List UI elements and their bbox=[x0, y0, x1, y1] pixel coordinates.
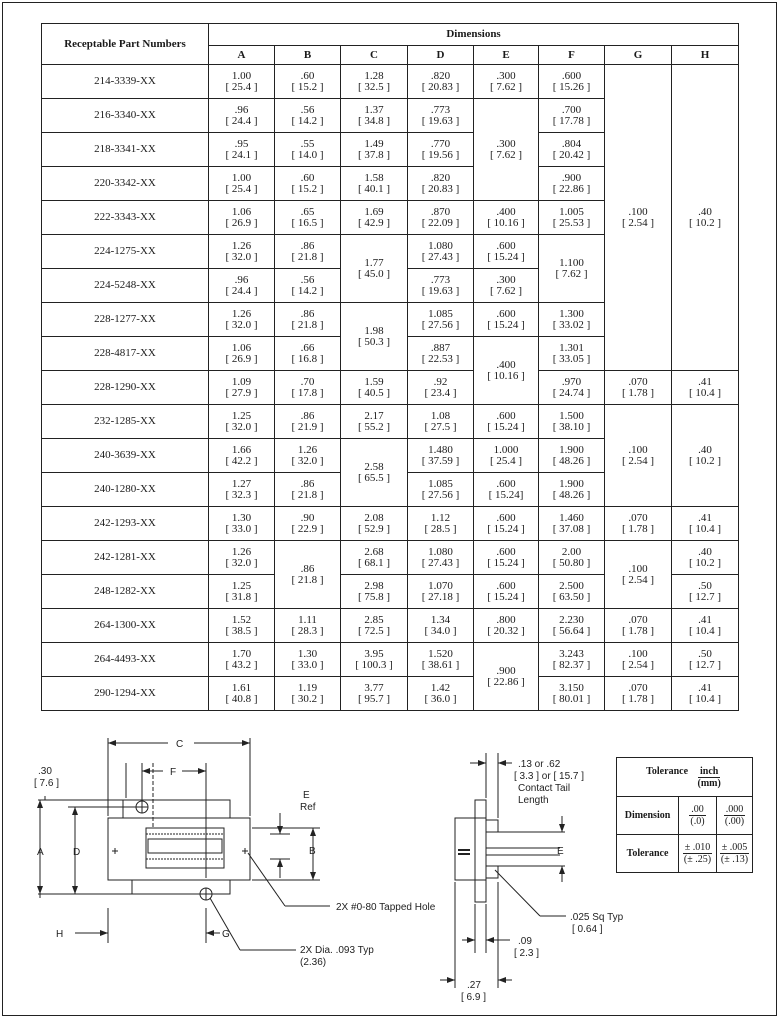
dim-e: .600 [ 15.24 ] bbox=[474, 405, 539, 439]
dim-f: 1.460 [ 37.08 ] bbox=[539, 507, 605, 541]
dimension-value-1: $\frac{.00}{(.0)}$ bbox=[679, 797, 717, 835]
column-header: A bbox=[209, 46, 275, 65]
dim-a: 1.61 [ 40.8 ] bbox=[209, 677, 275, 711]
dim-b: .86 [ 21.8 ] bbox=[275, 235, 341, 269]
label-dia-mm: (2.36) bbox=[300, 957, 327, 968]
dim-b: 1.26 [ 32.0 ] bbox=[275, 439, 341, 473]
label-ref: Ref bbox=[300, 802, 316, 813]
dim-f: 2.500 [ 63.50 ] bbox=[539, 575, 605, 609]
dim-g: .100 [ 2.54 ] bbox=[605, 541, 672, 609]
label-09: .09 bbox=[518, 936, 532, 947]
part-number: 264-1300-XX bbox=[42, 609, 209, 643]
dim-b: 1.30 [ 33.0 ] bbox=[275, 643, 341, 677]
dim-c: 2.08 [ 52.9 ] bbox=[341, 507, 408, 541]
part-number: 228-1277-XX bbox=[42, 303, 209, 337]
label-tail-3: Contact Tail bbox=[518, 783, 571, 794]
dim-b: .60 [ 15.2 ] bbox=[275, 65, 341, 99]
dim-c: 2.85 [ 72.5 ] bbox=[341, 609, 408, 643]
label-27-mm: [ 6.9 ] bbox=[461, 992, 487, 1003]
dim-d: 1.080 [ 27.43 ] bbox=[408, 235, 474, 269]
part-number: 232-1285-XX bbox=[42, 405, 209, 439]
dim-d: 1.080 [ 27.43 ] bbox=[408, 541, 474, 575]
label-e-ref: E bbox=[303, 790, 310, 801]
dim-a: 1.52 [ 38.5 ] bbox=[209, 609, 275, 643]
dim-a: 1.00 [ 25.4 ] bbox=[209, 167, 275, 201]
dim-a: .96 [ 24.4 ] bbox=[209, 99, 275, 133]
contact-tail-top bbox=[486, 820, 498, 832]
label-f: F bbox=[170, 767, 177, 778]
dim-d: 1.070 [ 27.18 ] bbox=[408, 575, 474, 609]
dim-a: 1.66 [ 42.2 ] bbox=[209, 439, 275, 473]
dim-h: .50 [ 12.7 ] bbox=[672, 643, 739, 677]
dim-c: 1.77 [ 45.0 ] bbox=[341, 235, 408, 303]
dim-f: 3.243 [ 82.37 ] bbox=[539, 643, 605, 677]
part-number: 242-1281-XX bbox=[42, 541, 209, 575]
dim-g: .070 [ 1.78 ] bbox=[605, 507, 672, 541]
column-header: C bbox=[341, 46, 408, 65]
dim-f: 2.230 [ 56.64 ] bbox=[539, 609, 605, 643]
dim-a: 1.00 [ 25.4 ] bbox=[209, 65, 275, 99]
dimensions-header: Dimensions bbox=[209, 24, 739, 46]
part-number: 216-3340-XX bbox=[42, 99, 209, 133]
dim-f: 1.900 [ 48.26 ] bbox=[539, 473, 605, 507]
part-number: 242-1293-XX bbox=[42, 507, 209, 541]
dim-b: .86 [ 21.9 ] bbox=[275, 405, 341, 439]
tolerance-value-2: $\frac{\pm .005}{(\pm .13)}$ bbox=[717, 835, 753, 873]
contact-tail-bottom bbox=[486, 866, 498, 878]
dim-a: 1.27 [ 32.3 ] bbox=[209, 473, 275, 507]
dim-f: 1.900 [ 48.26 ] bbox=[539, 439, 605, 473]
dim-g: .070 [ 1.78 ] bbox=[605, 677, 672, 711]
dim-a: 1.26 [ 32.0 ] bbox=[209, 303, 275, 337]
dim-f: 2.00 [ 50.80 ] bbox=[539, 541, 605, 575]
dim-g: .100 [ 2.54 ] bbox=[605, 643, 672, 677]
dimension-label: Dimension bbox=[617, 797, 679, 835]
dim-g: .070 [ 1.78 ] bbox=[605, 609, 672, 643]
dim-c: 1.49 [ 37.8 ] bbox=[341, 133, 408, 167]
dim-a: 1.06 [ 26.9 ] bbox=[209, 201, 275, 235]
column-header: D bbox=[408, 46, 474, 65]
part-number: 220-3342-XX bbox=[42, 167, 209, 201]
dim-c: 1.37 [ 34.8 ] bbox=[341, 99, 408, 133]
dim-d: 1.085 [ 27.56 ] bbox=[408, 303, 474, 337]
dim-d: 1.42 [ 36.0 ] bbox=[408, 677, 474, 711]
tolerance-title: Tolerance bbox=[646, 765, 689, 777]
dim-f: 1.500 [ 38.10 ] bbox=[539, 405, 605, 439]
dim-e: .300 [ 7.62 ] bbox=[474, 99, 539, 201]
unit-mm: (mm) bbox=[697, 777, 721, 789]
dim-h: .40 [ 10.2 ] bbox=[672, 541, 739, 575]
table-row bbox=[42, 371, 739, 405]
tolerance-label: Tolerance bbox=[617, 835, 679, 873]
label-b: B bbox=[309, 846, 316, 857]
dim-e: .300 [ 7.62 ] bbox=[474, 269, 539, 303]
dim-d: 1.34 [ 34.0 ] bbox=[408, 609, 474, 643]
dim-a: 1.06 [ 26.9 ] bbox=[209, 337, 275, 371]
unit-fraction bbox=[696, 766, 723, 789]
part-number: 240-1280-XX bbox=[42, 473, 209, 507]
part-number: 224-1275-XX bbox=[42, 235, 209, 269]
side-body-ear bbox=[475, 800, 486, 902]
part-number: 240-3639-XX bbox=[42, 439, 209, 473]
contact-slot bbox=[148, 839, 222, 853]
dim-c: 3.77 [ 95.7 ] bbox=[341, 677, 408, 711]
column-header: E bbox=[474, 46, 539, 65]
part-number-header: Receptable Part Numbers bbox=[42, 24, 209, 65]
table-row bbox=[42, 677, 739, 711]
dim-e: .600 [ 15.24 ] bbox=[474, 541, 539, 575]
part-number: 248-1282-XX bbox=[42, 575, 209, 609]
table-row bbox=[42, 507, 739, 541]
part-number: 214-3339-XX bbox=[42, 65, 209, 99]
dim-f: 1.301 [ 33.05 ] bbox=[539, 337, 605, 371]
dim-b: .56 [ 14.2 ] bbox=[275, 269, 341, 303]
label-d: D bbox=[73, 847, 81, 858]
label-c: C bbox=[176, 739, 184, 750]
part-number: 264-4493-XX bbox=[42, 643, 209, 677]
dim-e: .600 [ 15.24 ] bbox=[474, 507, 539, 541]
dim-a: .95 [ 24.1 ] bbox=[209, 133, 275, 167]
unit-inch: inch bbox=[700, 765, 719, 777]
column-header: F bbox=[539, 46, 605, 65]
dim-c: 1.58 [ 40.1 ] bbox=[341, 167, 408, 201]
dim-c: 2.58 [ 65.5 ] bbox=[341, 439, 408, 507]
table-row bbox=[42, 609, 739, 643]
label-sq: .025 Sq Typ bbox=[570, 912, 624, 923]
receptacle-body bbox=[108, 818, 250, 880]
dim-a: .96 [ 24.4 ] bbox=[209, 269, 275, 303]
dim-a: 1.30 [ 33.0 ] bbox=[209, 507, 275, 541]
dim-g: .100 [ 2.54 ] bbox=[605, 65, 672, 371]
dim-b: 1.11 [ 28.3 ] bbox=[275, 609, 341, 643]
dim-h: .41 [ 10.4 ] bbox=[672, 609, 739, 643]
dim-b: .55 [ 14.0 ] bbox=[275, 133, 341, 167]
dim-b: 1.19 [ 30.2 ] bbox=[275, 677, 341, 711]
dim-c: 2.98 [ 75.8 ] bbox=[341, 575, 408, 609]
label-30: .30 bbox=[38, 766, 52, 777]
dim-f: 1.005 [ 25.53 ] bbox=[539, 201, 605, 235]
dim-d: .870 [ 22.09 ] bbox=[408, 201, 474, 235]
dim-f: 3.150 [ 80.01 ] bbox=[539, 677, 605, 711]
part-number: 218-3341-XX bbox=[42, 133, 209, 167]
label-sq-mm: [ 0.64 ] bbox=[572, 924, 603, 935]
part-number: 228-4817-XX bbox=[42, 337, 209, 371]
label-g: G bbox=[222, 929, 230, 940]
dim-f: .804 [ 20.42 ] bbox=[539, 133, 605, 167]
dim-h: .50 [ 12.7 ] bbox=[672, 575, 739, 609]
dim-e: .300 [ 7.62 ] bbox=[474, 65, 539, 99]
dim-d: .773 [ 19.63 ] bbox=[408, 269, 474, 303]
dim-e: .400 [ 10.16 ] bbox=[474, 337, 539, 405]
label-dia: 2X Dia. .093 Typ bbox=[300, 945, 374, 956]
dim-c: 1.69 [ 42.9 ] bbox=[341, 201, 408, 235]
table-row bbox=[42, 65, 739, 99]
front-view bbox=[38, 738, 330, 950]
dim-e: .800 [ 20.32 ] bbox=[474, 609, 539, 643]
part-number: 224-5248-XX bbox=[42, 269, 209, 303]
column-header: B bbox=[275, 46, 341, 65]
dim-e: .900 [ 22.86 ] bbox=[474, 643, 539, 711]
label-tail-1: .13 or .62 bbox=[518, 759, 561, 770]
dim-g: .100 [ 2.54 ] bbox=[605, 405, 672, 507]
top-ear bbox=[123, 800, 230, 818]
part-number: 228-1290-XX bbox=[42, 371, 209, 405]
dim-e: .600 [ 15.24 ] bbox=[474, 575, 539, 609]
dim-d: 1.08 [ 27.5 ] bbox=[408, 405, 474, 439]
column-header: G bbox=[605, 46, 672, 65]
front-arrows bbox=[37, 740, 316, 936]
dim-d: .820 [ 20.83 ] bbox=[408, 167, 474, 201]
dim-f: .900 [ 22.86 ] bbox=[539, 167, 605, 201]
dim-b: .70 [ 17.8 ] bbox=[275, 371, 341, 405]
dim-a: 1.26 [ 32.0 ] bbox=[209, 541, 275, 575]
dim-c: 1.59 [ 40.5 ] bbox=[341, 371, 408, 405]
dim-d: .887 [ 22.53 ] bbox=[408, 337, 474, 371]
dim-f: .600 [ 15.26 ] bbox=[539, 65, 605, 99]
dim-b: .86 [ 21.8 ] bbox=[275, 541, 341, 609]
dim-d: .92 [ 23.4 ] bbox=[408, 371, 474, 405]
dim-b: .86 [ 21.8 ] bbox=[275, 303, 341, 337]
label-e-side: E bbox=[557, 846, 564, 857]
dim-e: .600 [ 15.24] bbox=[474, 473, 539, 507]
tolerance-value-1: $\frac{\pm .010}{(\pm .25)}$ bbox=[679, 835, 717, 873]
dim-f: 1.300 [ 33.02 ] bbox=[539, 303, 605, 337]
dim-b: .90 [ 22.9 ] bbox=[275, 507, 341, 541]
dim-h: .40 [ 10.2 ] bbox=[672, 405, 739, 507]
table-row bbox=[42, 405, 739, 439]
dim-f: 1.100 [ 7.62 ] bbox=[539, 235, 605, 303]
column-header: H bbox=[672, 46, 739, 65]
dim-d: .770 [ 19.56 ] bbox=[408, 133, 474, 167]
dim-c: 3.95 [ 100.3 ] bbox=[341, 643, 408, 677]
dim-b: .65 [ 16.5 ] bbox=[275, 201, 341, 235]
dim-c: 1.98 [ 50.3 ] bbox=[341, 303, 408, 371]
dim-g: .070 [ 1.78 ] bbox=[605, 371, 672, 405]
dim-c: 2.17 [ 55.2 ] bbox=[341, 405, 408, 439]
bottom-ear bbox=[132, 880, 230, 894]
label-tapped-hole: 2X #0-80 Tapped Hole bbox=[336, 902, 436, 913]
dim-a: 1.25 [ 32.0 ] bbox=[209, 405, 275, 439]
dim-b: .66 [ 16.8 ] bbox=[275, 337, 341, 371]
label-30-mm: [ 7.6 ] bbox=[34, 778, 60, 789]
dim-d: 1.480 [ 37.59 ] bbox=[408, 439, 474, 473]
label-09-mm: [ 2.3 ] bbox=[514, 948, 540, 959]
table-row bbox=[42, 643, 739, 677]
dim-e: .600 [ 15.24 ] bbox=[474, 235, 539, 269]
part-number: 222-3343-XX bbox=[42, 201, 209, 235]
dim-b: .60 [ 15.2 ] bbox=[275, 167, 341, 201]
dim-a: 1.70 [ 43.2 ] bbox=[209, 643, 275, 677]
dim-h: .40 [ 10.2 ] bbox=[672, 65, 739, 371]
dim-h: .41 [ 10.4 ] bbox=[672, 507, 739, 541]
dim-d: 1.12 [ 28.5 ] bbox=[408, 507, 474, 541]
dim-f: .970 [ 24.74 ] bbox=[539, 371, 605, 405]
dimensions-table bbox=[41, 23, 739, 711]
dimension-value-2: $\frac{.000}{(.00)}$ bbox=[717, 797, 753, 835]
dim-a: 1.26 [ 32.0 ] bbox=[209, 235, 275, 269]
dim-b: .56 [ 14.2 ] bbox=[275, 99, 341, 133]
label-a: A bbox=[37, 847, 44, 858]
dim-e: .400 [ 10.16 ] bbox=[474, 201, 539, 235]
dim-e: 1.000 [ 25.4 ] bbox=[474, 439, 539, 473]
part-number: 290-1294-XX bbox=[42, 677, 209, 711]
dim-d: 1.085 [ 27.56 ] bbox=[408, 473, 474, 507]
dim-a: 1.25 [ 31.8 ] bbox=[209, 575, 275, 609]
table-row bbox=[42, 541, 739, 575]
dim-d: .820 [ 20.83 ] bbox=[408, 65, 474, 99]
dim-c: 1.28 [ 32.5 ] bbox=[341, 65, 408, 99]
dim-d: 1.520 [ 38.61 ] bbox=[408, 643, 474, 677]
dim-e: .600 [ 15.24 ] bbox=[474, 303, 539, 337]
dim-h: .41 [ 10.4 ] bbox=[672, 677, 739, 711]
dim-b: .86 [ 21.8 ] bbox=[275, 473, 341, 507]
tolerance-table bbox=[616, 757, 753, 873]
dim-a: 1.09 [ 27.9 ] bbox=[209, 371, 275, 405]
label-h: H bbox=[56, 929, 64, 940]
dim-f: .700 [ 17.78 ] bbox=[539, 99, 605, 133]
label-tail-2: [ 3.3 ] or [ 15.7 ] bbox=[514, 771, 585, 782]
dim-d: .773 [ 19.63 ] bbox=[408, 99, 474, 133]
dim-c: 2.68 [ 68.1 ] bbox=[341, 541, 408, 575]
label-tail-4: Length bbox=[518, 795, 549, 806]
label-27: .27 bbox=[467, 980, 481, 991]
dim-h: .41 [ 10.4 ] bbox=[672, 371, 739, 405]
tolerance-header bbox=[617, 758, 753, 797]
